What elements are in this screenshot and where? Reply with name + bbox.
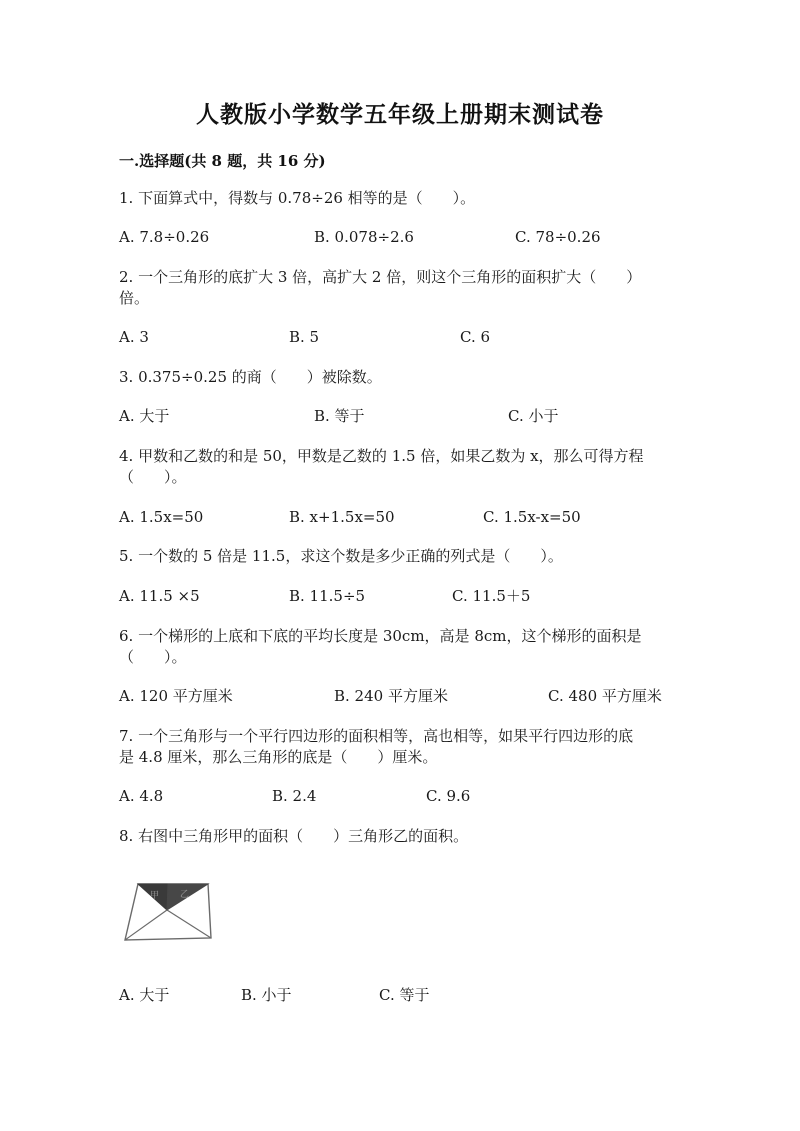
triangle-figure: [122, 880, 214, 944]
question-1-option-c: C. 78÷0.26: [515, 228, 601, 246]
question-6-option-c: C. 480 平方厘米: [548, 687, 662, 705]
question-3-text: 3. 0.375÷0.25 的商（ ）被除数。: [119, 368, 382, 386]
question-8-option-c: C. 等于: [379, 986, 430, 1004]
question-7-option-c: C. 9.6: [426, 787, 471, 805]
question-8-option-b: B. 小于: [241, 986, 292, 1004]
question-1-option-b: B. 0.078÷2.6: [314, 228, 414, 246]
question-4-option-b: B. x+1.5x=50: [289, 508, 395, 526]
question-5-text: 5. 一个数的 5 倍是 11.5，求这个数是多少正确的列式是（ ）。: [119, 547, 563, 565]
question-6-option-b: B. 240 平方厘米: [334, 687, 448, 705]
question-8-text: 8. 右图中三角形甲的面积（ ）三角形乙的面积。: [119, 827, 469, 845]
question-7-text-line-1: 7. 一个三角形与一个平行四边形的面积相等，高也相等，如果平行四边形的底: [119, 727, 634, 745]
question-7-text-line-2: 是 4.8 厘米，那么三角形的底是（ ）厘米。: [119, 748, 438, 766]
question-2-text-line-2: 倍。: [119, 289, 150, 307]
question-1-option-a: A. 7.8÷0.26: [119, 228, 210, 246]
question-1-text: 1. 下面算式中，得数与 0.78÷26 相等的是（ ）。: [119, 189, 476, 207]
question-2-option-b: B. 5: [289, 328, 320, 346]
question-6-option-a: A. 120 平方厘米: [119, 687, 233, 705]
question-6-text-line-2: （ ）。: [119, 648, 187, 666]
question-5-option-b: B. 11.5÷5: [289, 587, 366, 605]
question-4-text-line-2: （ ）。: [119, 468, 187, 486]
question-3-option-a: A. 大于: [119, 407, 170, 425]
question-2-option-a: A. 3: [119, 328, 149, 346]
question-4-text-line-1: 4. 甲数和乙数的和是 50，甲数是乙数的 1.5 倍，如果乙数为 x，那么可得方程: [119, 447, 644, 465]
question-2-text-line-1: 2. 一个三角形的底扩大 3 倍，高扩大 2 倍，则这个三角形的面积扩大（ ）: [119, 268, 642, 286]
triangle-jia-label: 甲: [150, 891, 160, 901]
triangle-yi-label: 乙: [180, 890, 190, 900]
question-7-option-b: B. 2.4: [272, 787, 317, 805]
question-3-option-b: B. 等于: [314, 407, 365, 425]
section-heading: 一.选择题(共 8 题，共 16 分): [119, 152, 326, 170]
question-5-option-a: A. 11.5 ×5: [119, 587, 200, 605]
question-7-option-a: A. 4.8: [119, 787, 164, 805]
diagonal-right: [167, 910, 211, 938]
question-5-option-c: C. 11.5＋5: [452, 587, 531, 605]
question-4-option-a: A. 1.5x=50: [119, 508, 204, 526]
question-4-option-c: C. 1.5x-x=50: [483, 508, 581, 526]
question-6-text-line-1: 6. 一个梯形的上底和下底的平均长度是 30cm，高是 8cm，这个梯形的面积是: [119, 627, 642, 645]
page-title: 人教版小学数学五年级上册期末测试卷: [196, 101, 604, 128]
question-8-option-a: A. 大于: [119, 986, 170, 1004]
question-2-option-c: C. 6: [460, 328, 491, 346]
question-3-option-c: C. 小于: [508, 407, 559, 425]
